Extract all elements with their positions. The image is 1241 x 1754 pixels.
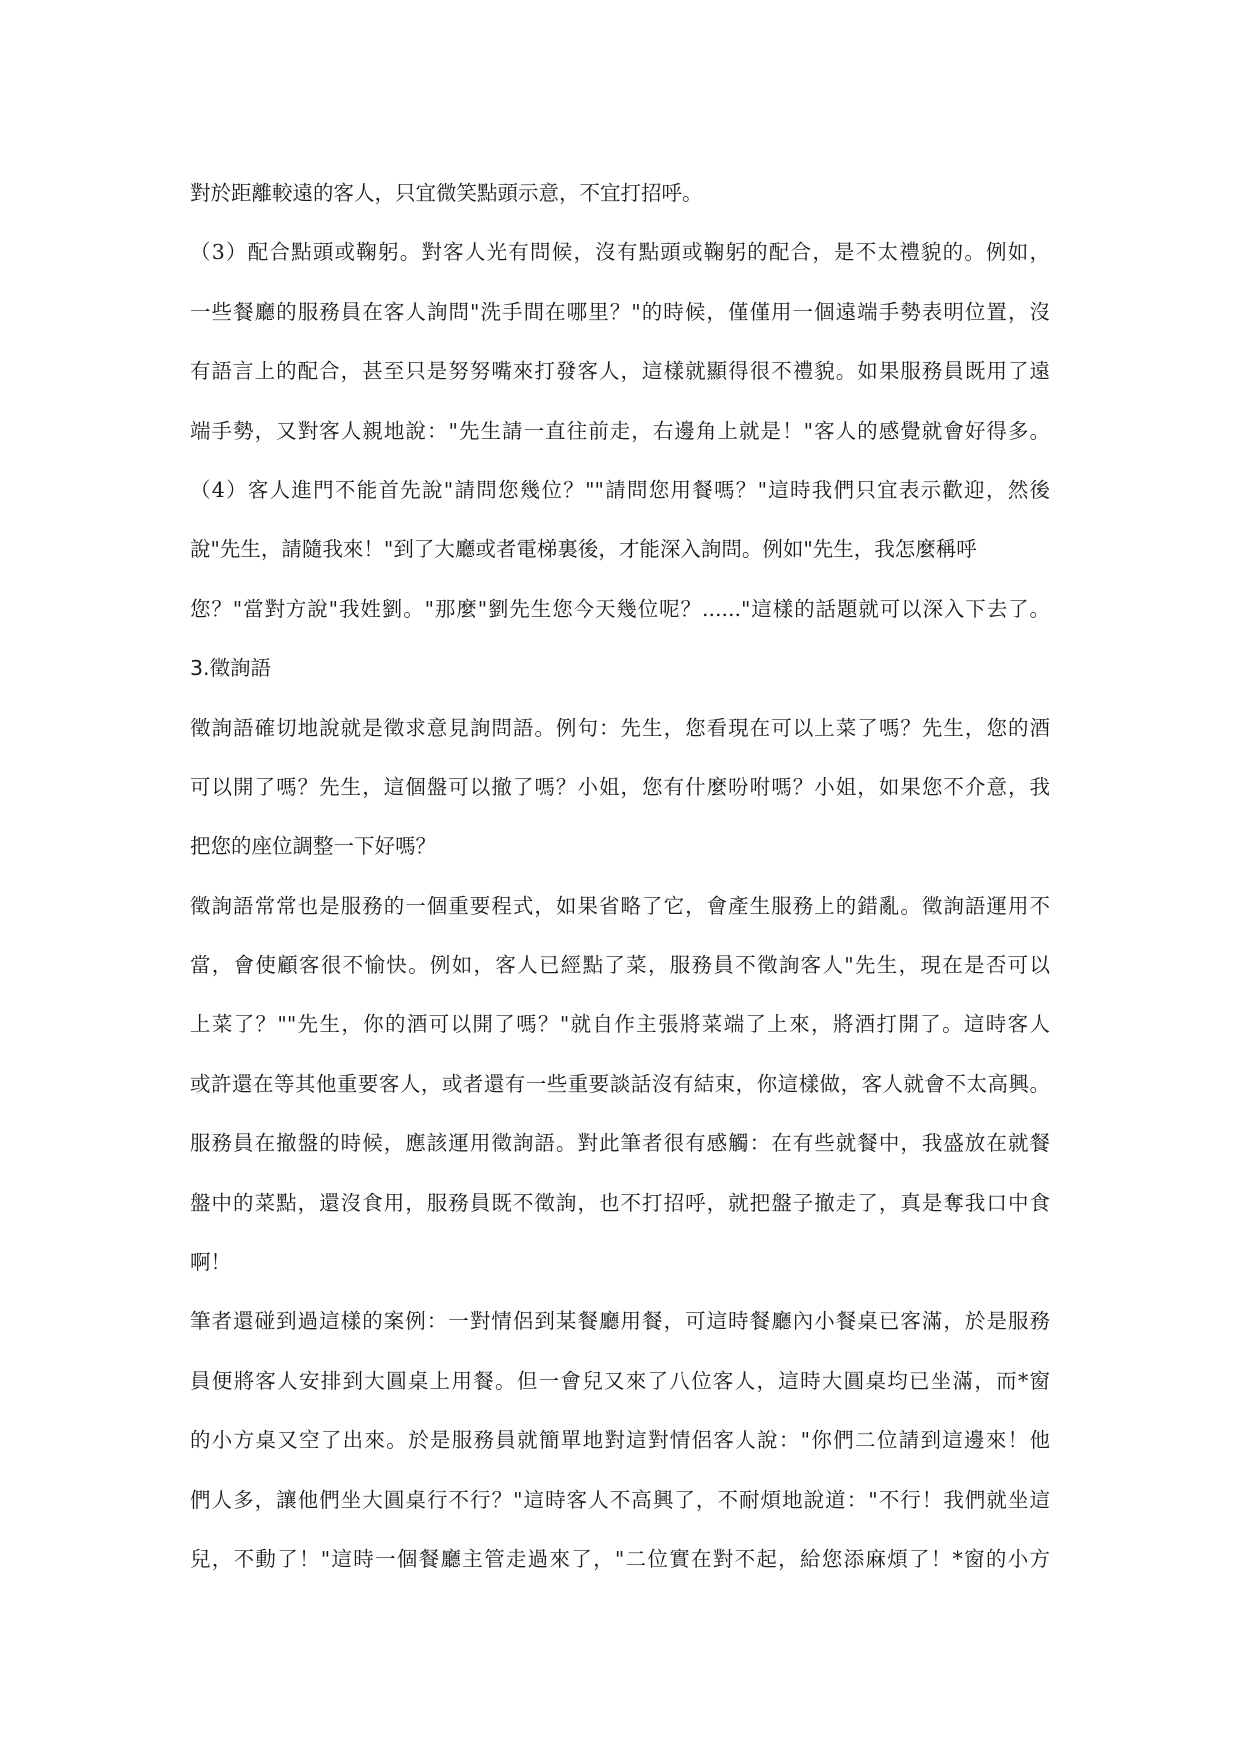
text-line: 兒，不動了！"這時一個餐廳主管走過來了，"二位實在對不起，給您添麻煩了！*窗的小方	[190, 1546, 1050, 1571]
text-line: （4）客人進門不能首先說"請問您幾位？""請問您用餐嗎？"這時我們只宜表示歡迎，然後	[190, 477, 1050, 502]
text-line: 對於距離較遠的客人，只宜微笑點頭示意，不宜打招呼。	[190, 181, 703, 205]
text-line: 徵詢語確切地說就是徵求意見詢問語。例句：先生，您看現在可以上菜了嗎？先生，您的酒	[190, 715, 1050, 740]
section-heading: 3.徵詢語	[190, 656, 272, 681]
text-line: （3）配合點頭或鞠躬。對客人光有問候，沒有點頭或鞠躬的配合，是不太禮貌的。例如，	[190, 240, 1050, 265]
text-line: 的小方桌又空了出來。於是服務員就簡單地對這對情侶客人說："你們二位請到這邊來！他	[190, 1428, 1050, 1453]
text-line: 或許還在等其他重要客人，或者還有一些重要談話沒有結束，你這樣做，客人就會不太高興。	[190, 1071, 1050, 1096]
text-line: 筆者還碰到過這樣的案例：一對情侶到某餐廳用餐，可這時餐廳內小餐桌已客滿，於是服務	[190, 1309, 1050, 1334]
text-line: 服務員在撤盤的時候，應該運用徵詢語。對此筆者很有感觸：在有些就餐中，我盛放在就餐	[190, 1131, 1050, 1156]
text-line: 徵詢語常常也是服務的一個重要程式，如果省略了它，會產生服務上的錯亂。徵詢語運用不	[190, 893, 1050, 918]
text-line: 們人多，讓他們坐大圓桌行不行？"這時客人不高興了，不耐煩地說道："不行！我們就坐這	[190, 1487, 1050, 1512]
text-line: 上菜了？""先生，你的酒可以開了嗎？"就自作主張將菜端了上來，將酒打開了。這時客人	[190, 1012, 1050, 1037]
text-line: 說"先生，請隨我來！"到了大廳或者電梯裏後，才能深入詢問。例如"先生，我怎麼稱呼	[190, 537, 977, 562]
text-line: 啊！	[190, 1250, 231, 1275]
text-line: 您？"當對方說"我姓劉。"那麼"劉先生您今天幾位呢？......"這樣的話題就可以深入下去了。	[190, 596, 1050, 621]
text-line: 有語言上的配合，甚至只是努努嘴來打發客人，這樣就顯得很不禮貌。如果服務員既用了遠	[190, 359, 1050, 384]
text-line: 端手勢，又對客人親地說："先生請一直往前走，右邊角上就是！"客人的感覺就會好得多。	[190, 418, 1050, 443]
text-line: 一些餐廳的服務員在客人詢問"洗手間在哪里？"的時候，僅僅用一個遠端手勢表明位置，沒	[190, 299, 1050, 324]
text-line: 當，會使顧客很不愉快。例如，客人已經點了菜，服務員不徵詢客人"先生，現在是否可以	[190, 953, 1050, 978]
text-line: 把您的座位調整一下好嗎？	[190, 834, 436, 859]
text-line: 可以開了嗎？先生，這個盤可以撤了嗎？小姐，您有什麼吩咐嗎？小姐，如果您不介意，我	[190, 774, 1050, 799]
text-line: 員便將客人安排到大圓桌上用餐。但一會兒又來了八位客人，這時大圓桌均已坐滿，而*窗	[190, 1368, 1050, 1393]
text-line: 盤中的菜點，還沒食用，服務員既不徵詢，也不打招呼，就把盤子撤走了，真是奪我口中食	[190, 1190, 1050, 1215]
document-body	[190, 178, 1050, 1603]
